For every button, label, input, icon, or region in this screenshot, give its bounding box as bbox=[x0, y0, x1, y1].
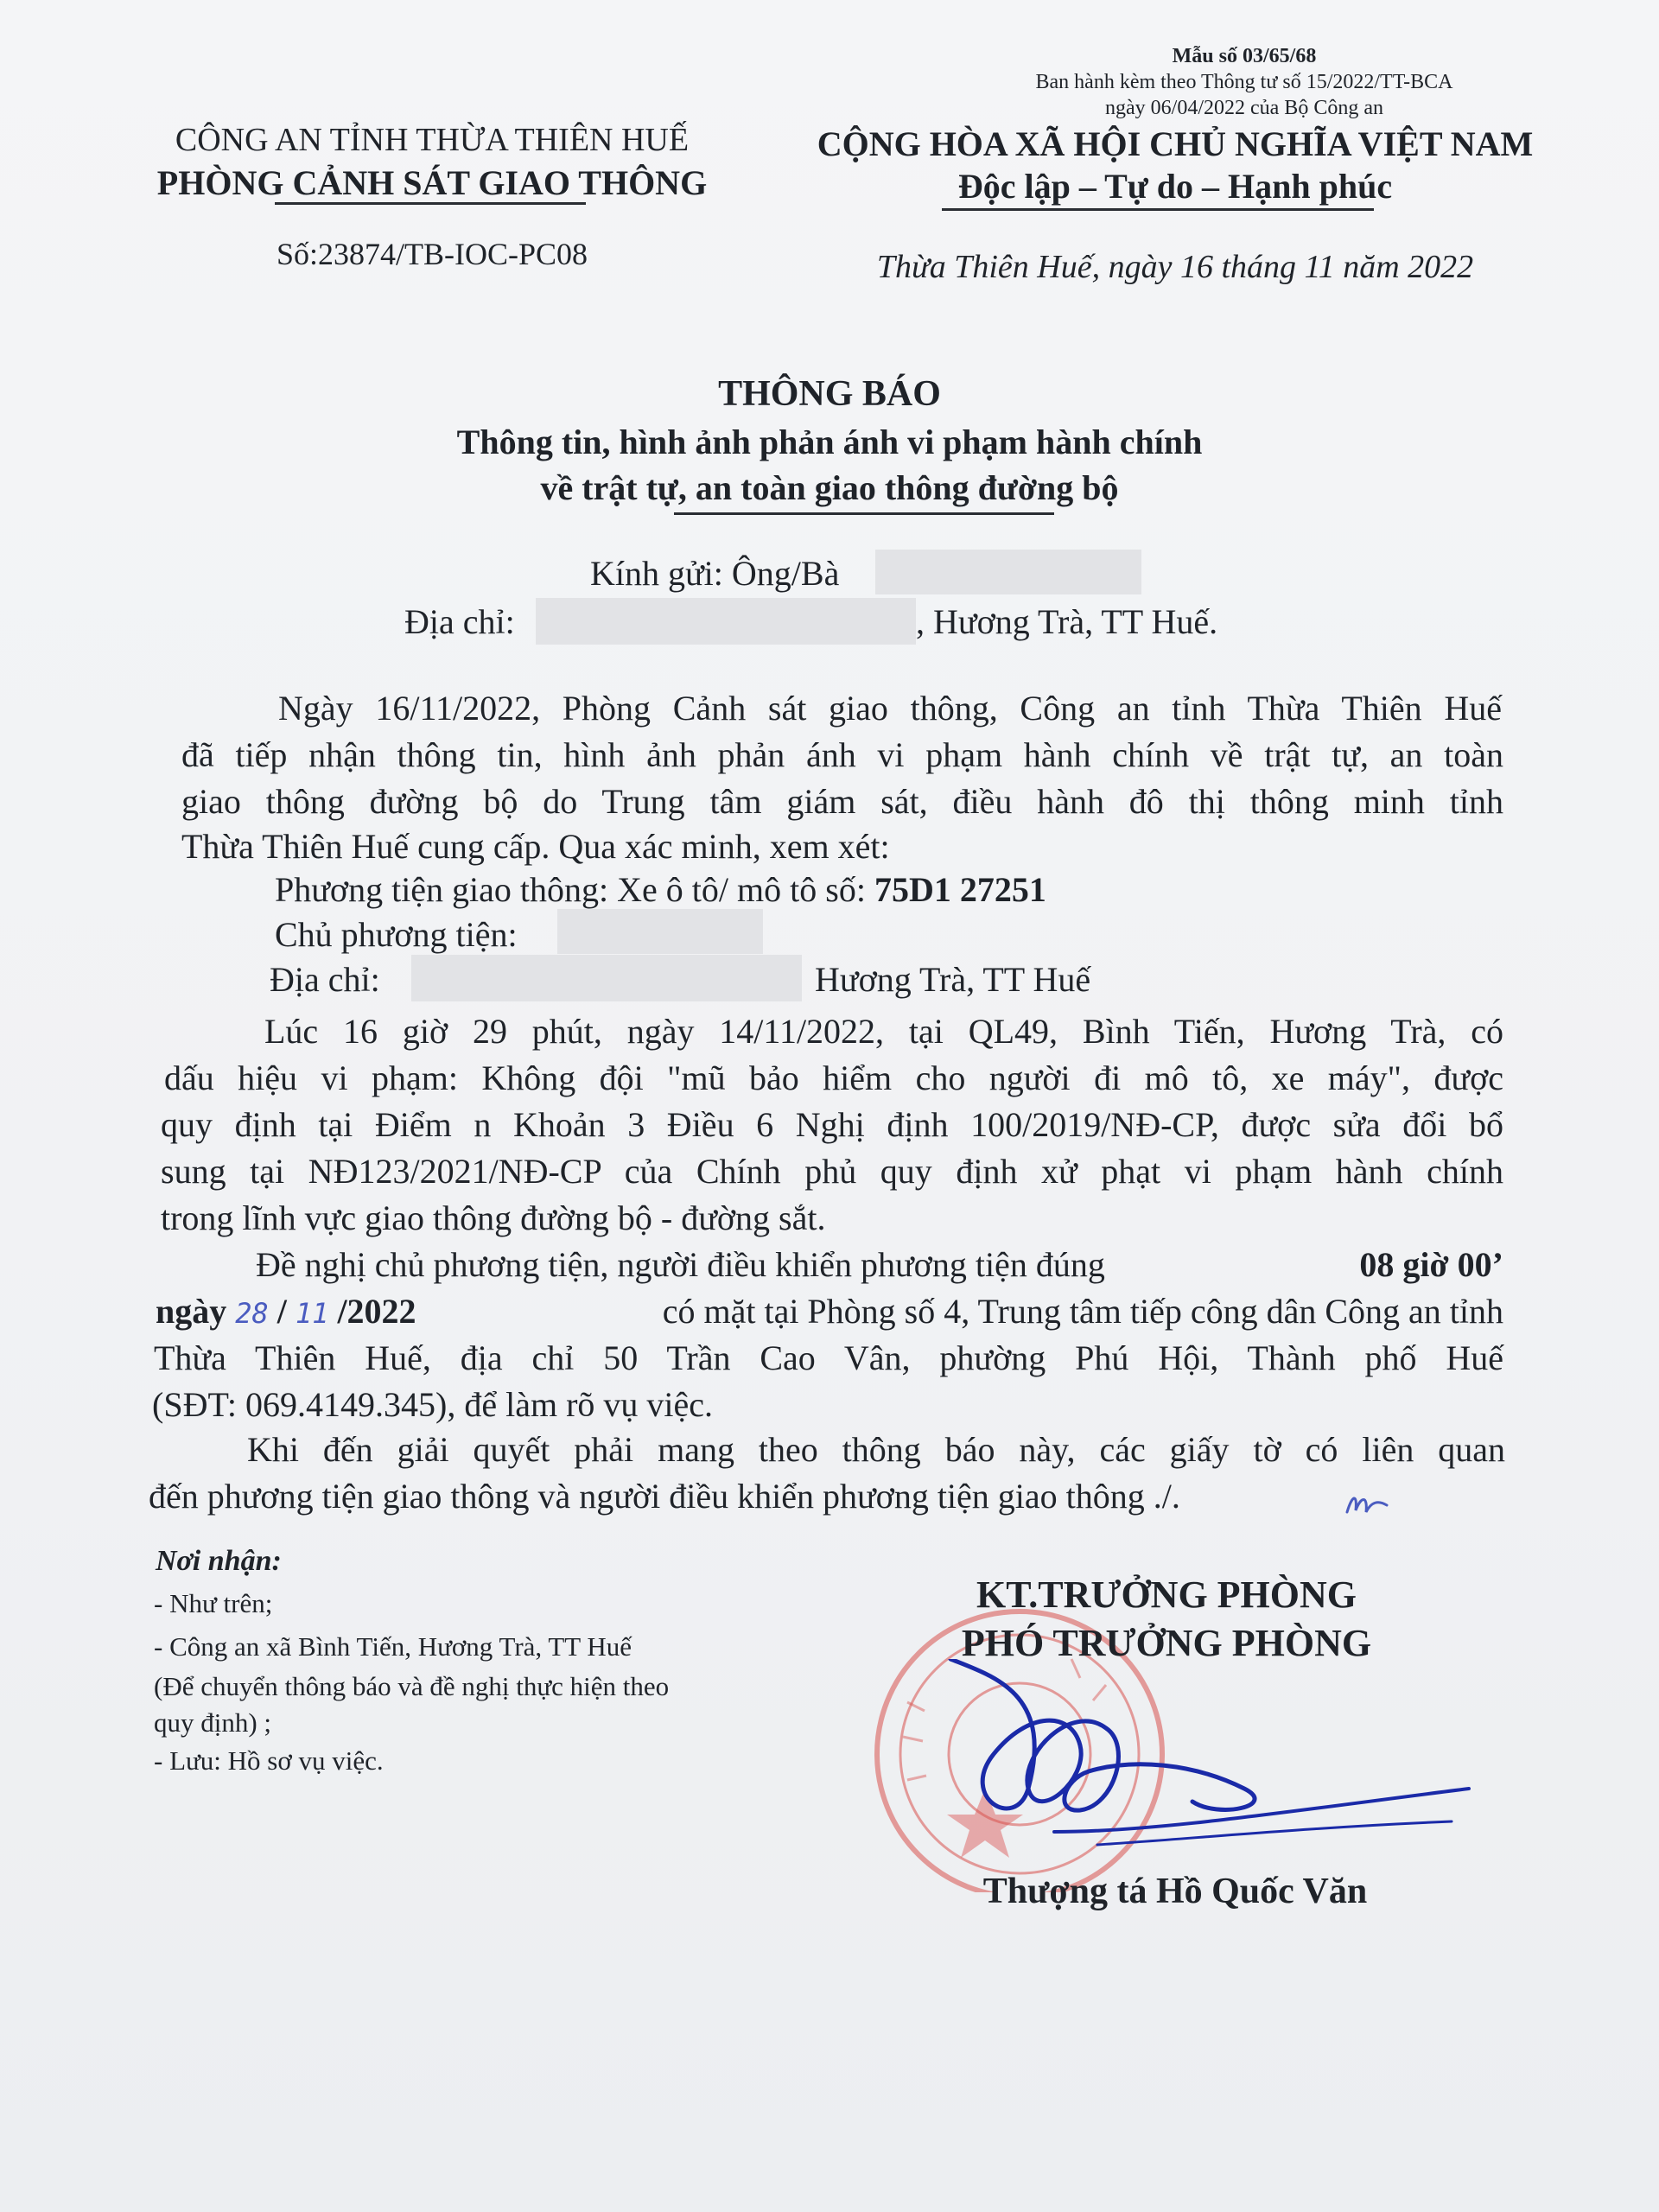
paragraph-1-line-1: Ngày 16/11/2022, Phòng Cảnh sát giao thông, Công an tỉnh Thừa Thiên Huế bbox=[278, 689, 1502, 728]
document-number: Số:23874/TB-IOC-PC08 bbox=[276, 237, 588, 271]
department-name: PHÒNG CẢNH SÁT GIAO THÔNG bbox=[156, 163, 708, 202]
vehicle-line bbox=[275, 869, 1046, 910]
recipient-line-2: - Công an xã Bình Tiến, Hương Trà, TT Huế bbox=[154, 1631, 632, 1662]
signer-role-line2: PHÓ TRƯỞNG PHÒNG bbox=[961, 1622, 1372, 1664]
form-number: Mẫu số 03/65/68 bbox=[1172, 45, 1317, 67]
form-issued-with: Ban hành kèm theo Thông tư số 15/2022/TT-BCA bbox=[1035, 71, 1453, 93]
form-issued-date: ngày 06/04/2022 của Bộ Công an bbox=[1105, 97, 1383, 119]
redacted-owner-address bbox=[411, 955, 802, 1001]
paragraph-2-line-4: sung tại NĐ123/2021/NĐ-CP của Chính phủ quy định xử phạt vi phạm hành chính bbox=[161, 1152, 1503, 1191]
recipient-address-suffix: , Hương Trà, TT Huế. bbox=[916, 602, 1218, 641]
paragraph-2-line-5: trong lĩnh vực giao thông đường bộ - đường sắt. bbox=[161, 1198, 826, 1237]
paragraph-3-line-4: (SĐT: 069.4149.345), để làm rõ vụ việc. bbox=[152, 1385, 714, 1424]
paragraph-3-line-1-text: Đề nghị chủ phương tiện, người điều khiển phương tiện đúng bbox=[256, 1245, 1105, 1284]
paragraph-4-line-1: Khi đến giải quyết phải mang theo thông báo này, các giấy tờ có liên quan bbox=[247, 1430, 1505, 1469]
parent-agency: CÔNG AN TỈNH THỪA THIÊN HUẾ bbox=[175, 122, 690, 158]
recipients-title: Nơi nhận: bbox=[156, 1545, 282, 1577]
nation-title: CỘNG HÒA XÃ HỘI CHỦ NGHĨA VIỆT NAM bbox=[817, 124, 1534, 163]
paragraph-2-line-1: Lúc 16 giờ 29 phút, ngày 14/11/2022, tại QL49, Bình Tiến, Hương Trà, có bbox=[264, 1012, 1503, 1051]
owner-address-suffix: Hương Trà, TT Huế bbox=[815, 960, 1091, 999]
appointment-time: 08 giờ 00’ bbox=[1359, 1245, 1503, 1284]
paragraph-3-line-3: Thừa Thiên Huế, địa chỉ 50 Trần Cao Vân, phường Phú Hội, Thành phố Huế bbox=[154, 1338, 1503, 1377]
paragraph-2-line-3: quy định tại Điểm n Khoản 3 Điều 6 Nghị định 100/2019/NĐ-CP, được sửa đổi bổ bbox=[161, 1105, 1503, 1144]
paragraph-1-line-4: Thừa Thiên Huế cung cấp. Qua xác minh, xem xét: bbox=[181, 827, 890, 866]
motto-underline bbox=[942, 208, 1374, 211]
department-underline bbox=[275, 202, 586, 205]
paragraph-1-line-2: đã tiếp nhận thông tin, hình ảnh phản ánh vi phạm hành chính về trật tự, an toàn bbox=[181, 735, 1503, 774]
document-title: THÔNG BÁO bbox=[718, 374, 941, 414]
paragraph-3-line-2 bbox=[156, 1291, 1503, 1332]
paragraph-2-line-2: dấu hiệu vi phạm: Không đội "mũ bảo hiểm cho người đi mô tô, xe máy", được bbox=[164, 1058, 1503, 1097]
signer-name: Thượng tá Hồ Quốc Văn bbox=[982, 1872, 1368, 1911]
redacted-recipient-address bbox=[536, 598, 916, 645]
appointment-ngay-label: ngày bbox=[156, 1292, 227, 1331]
license-plate: 75D1 27251 bbox=[874, 870, 1046, 909]
document-subtitle-line2: về trật tự, an toàn giao thông đường bộ bbox=[540, 468, 1119, 507]
salutation: Kính gửi: Ông/Bà bbox=[590, 554, 840, 593]
handwritten-initials bbox=[1344, 1486, 1391, 1521]
owner-address-label: Địa chỉ: bbox=[270, 960, 380, 999]
redacted-recipient-name bbox=[875, 550, 1141, 594]
paragraph-4-line-2: đến phương tiện giao thông và người điều khiển phương tiện giao thông ./. bbox=[149, 1477, 1180, 1516]
paragraph-1-line-3: giao thông đường bộ do Trung tâm giám sát, điều hành đô thị thông minh tỉnh bbox=[181, 782, 1503, 821]
nation-motto: Độc lập – Tự do – Hạnh phúc bbox=[957, 167, 1393, 206]
paragraph-3-line-2-text: có mặt tại Phòng số 4, Trung tâm tiếp công dân Công an tỉnh bbox=[662, 1292, 1503, 1331]
form-code bbox=[950, 43, 1538, 121]
recipient-address-label: Địa chỉ: bbox=[404, 602, 515, 641]
recipient-line-1: - Như trên; bbox=[154, 1588, 273, 1618]
vehicle-label: Phương tiện giao thông: Xe ô tô/ mô tô số: bbox=[275, 870, 866, 909]
signer-role-line1: KT.TRƯỞNG PHÒNG bbox=[976, 1573, 1357, 1616]
redacted-owner-name bbox=[557, 909, 763, 954]
document-subtitle-line1: Thông tin, hình ảnh phản ánh vi phạm hành chính bbox=[456, 423, 1203, 461]
paragraph-3-line-1 bbox=[256, 1244, 1503, 1285]
handwritten-month: 11 bbox=[295, 1297, 329, 1330]
title-underline bbox=[674, 512, 1054, 515]
appointment-date: ngày 28 / 11 /2022 bbox=[156, 1292, 416, 1331]
handwritten-day: 28 bbox=[235, 1297, 269, 1330]
recipient-line-5: - Lưu: Hồ sơ vụ việc. bbox=[154, 1745, 384, 1776]
handwritten-signature bbox=[933, 1659, 1486, 1884]
place-date: Thừa Thiên Huế, ngày 16 tháng 11 năm 2022 bbox=[876, 249, 1474, 285]
recipient-line-3: (Để chuyển thông báo và đề nghị thực hiện theo bbox=[154, 1671, 670, 1701]
appointment-year: /2022 bbox=[337, 1292, 416, 1331]
owner-label: Chủ phương tiện: bbox=[275, 915, 518, 954]
recipient-line-4: quy định) ; bbox=[154, 1707, 272, 1738]
